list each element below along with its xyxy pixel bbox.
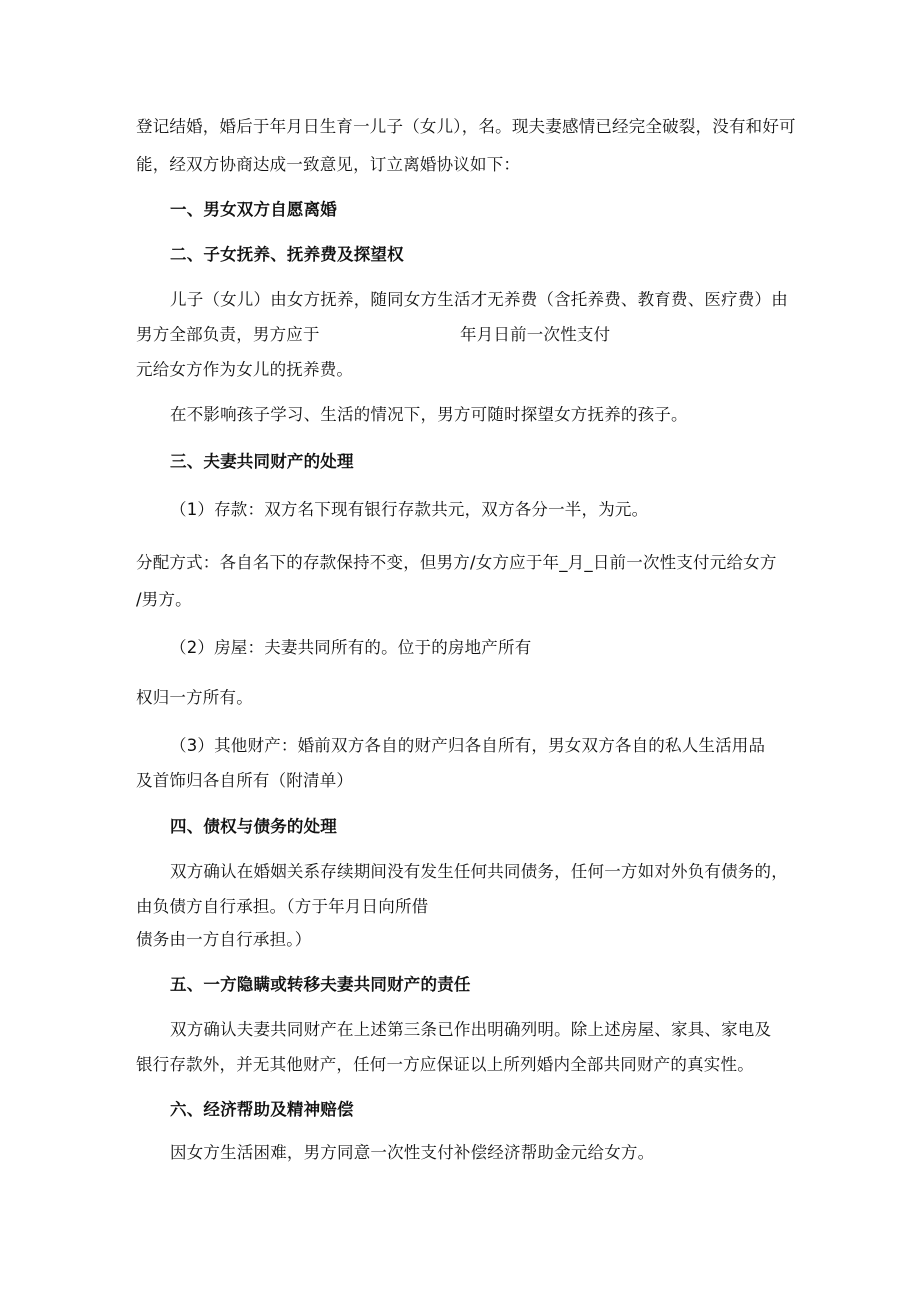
section-3-item1: （1）存款：双方名下现有银行存款共元，双方各分一半，为元。 xyxy=(170,500,649,519)
section-5-heading: 五、一方隐瞒或转移夫妻共同财产的责任 xyxy=(170,975,471,994)
section-3-item1-dist-line1: 分配方式：各自名下的存款保持不变，但男方/女方应于年_月_日前一次性支付元给女方 xyxy=(136,553,777,572)
section-3-item2-line2: 权归一方所有。 xyxy=(136,688,253,707)
section-6-para: 因女方生活困难，男方同意一次性支付补偿经济帮助金元给女方。 xyxy=(170,1143,655,1162)
section-2-para1-line3: 元给女方作为女儿的抚养费。 xyxy=(136,360,354,379)
section-2-para1-line2b: 年月日前一次性支付 xyxy=(460,325,611,344)
section-4-heading: 四、债权与债务的处理 xyxy=(170,817,337,836)
section-4-para-line2: 由负债方自行承担。（方于年月日向所借 xyxy=(136,897,429,916)
section-4-para-line3: 债务由一方自行承担。） xyxy=(136,930,312,949)
section-3-item3-line2: 及首饰归各自所有（附清单） xyxy=(136,771,354,790)
section-2-heading: 二、子女抚养、抚养费及探望权 xyxy=(170,245,404,264)
section-6-heading: 六、经济帮助及精神赔偿 xyxy=(170,1100,354,1119)
section-1-heading: 一、男女双方自愿离婚 xyxy=(170,200,337,219)
section-2-para2: 在不影响孩子学习、生活的情况下，男方可随时探望女方抚养的孩子。 xyxy=(170,405,688,424)
section-3-heading: 三、夫妻共同财产的处理 xyxy=(170,452,354,471)
section-3-item1-dist-line2: /男方。 xyxy=(136,590,192,609)
section-5-para-line1: 双方确认夫妻共同财产在上述第三条已作出明确列明。除上述房屋、家具、家电及 xyxy=(170,1020,772,1039)
section-3-item3-line1: （3）其他财产：婚前双方各自的财产归各自所有，男女双方各自的私人生活用品 xyxy=(170,736,766,755)
section-2-para1-line1: 儿子（女儿）由女方抚养，随同女方生活才无养费（含托养费、教育费、医疗费）由 xyxy=(170,290,788,309)
section-3-item2-line1: （2）房屋：夫妻共同所有的。位于的房地产所有 xyxy=(170,638,532,657)
section-4-para-line1: 双方确认在婚姻关系存续期间没有发生任何共同债务，任何一方如对外负有债务的， xyxy=(170,862,788,881)
intro-line-1: 登记结婚，婚后于年月日生育一儿子（女儿），名。现夫妻感情已经完全破裂，没有和好可 xyxy=(136,117,796,136)
section-5-para-line2: 银行存款外，并无其他财产，任何一方应保证以上所列婚内全部共同财产的真实性。 xyxy=(136,1055,754,1074)
intro-line-2: 能，经双方协商达成一致意见，订立离婚协议如下： xyxy=(136,155,521,174)
section-2-para1-line2a: 男方全部负责，男方应于 xyxy=(136,325,320,344)
